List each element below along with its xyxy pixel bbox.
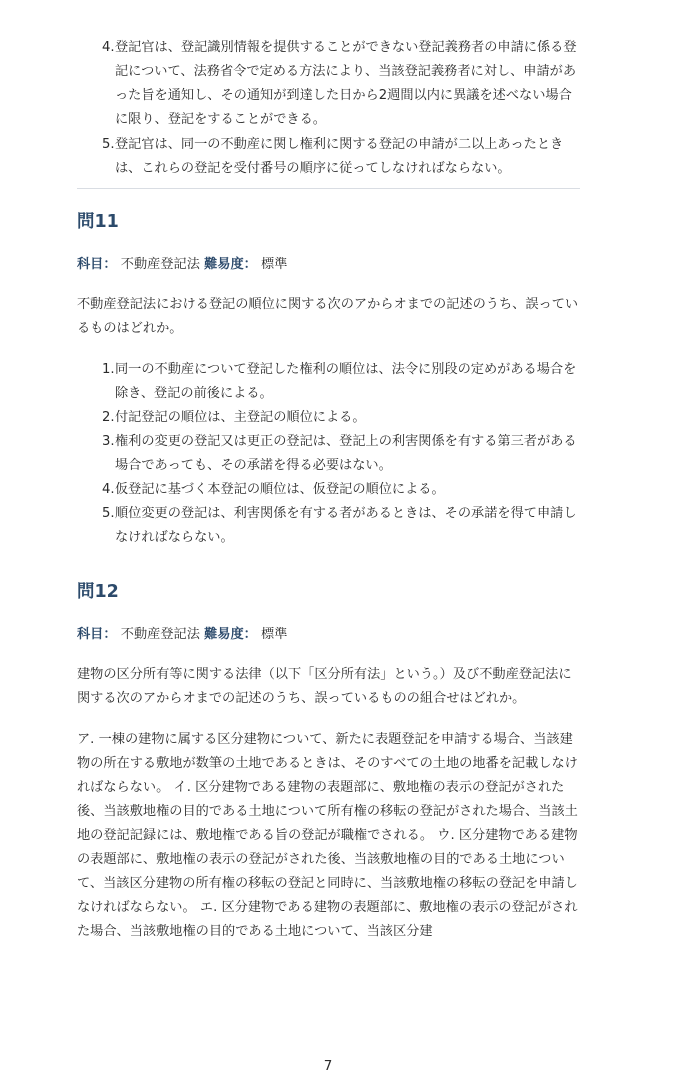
question-stem: 不動産登記法における登記の順位に関する次のアからオまでの記述のうち、誤っているものはどれか。 xyxy=(77,297,579,336)
option-text: 同一の不動産について登記した権利の順位は、法令に別段の定めがある場合を除き、登記の前後による。 xyxy=(115,362,577,401)
option-text: 仮登記に基づく本登記の順位は、仮登記の順位による。 xyxy=(115,482,445,497)
difficulty-label: 難易度： xyxy=(204,257,257,272)
page-content xyxy=(77,36,580,944)
option-item xyxy=(77,133,580,181)
option-text: 権利の変更の登記又は更正の登記は、登記上の利害関係を有する第三者がある場合であっても、その承諾を得る必要はない。 xyxy=(115,434,577,473)
option-text: 登記官は、登記識別情報を提供することができない登記義務者の申請に係る登記について、法務省令で定める方法により、当該登記義務者に対し、申請があった旨を通知し、その通知が到達した日から2週間以内に異議を述べない場合に限り、登記をすることができる。 xyxy=(115,40,577,127)
question-options xyxy=(77,358,580,550)
question-title: 問12 xyxy=(77,582,119,602)
option-number: 1. xyxy=(102,362,115,377)
option-number: 5. xyxy=(102,137,115,152)
option-item xyxy=(77,430,580,478)
subject-label: 科目： xyxy=(77,257,117,272)
option-item xyxy=(77,36,580,133)
prev-question-options xyxy=(77,36,580,181)
difficulty-value: 標準 xyxy=(261,257,288,272)
option-item xyxy=(77,478,580,502)
subject-label: 科目： xyxy=(77,627,117,642)
section-divider xyxy=(77,188,580,189)
page-number: 7 xyxy=(323,1058,333,1074)
option-item xyxy=(77,406,580,430)
question-meta xyxy=(77,255,580,275)
question-body: ア. 一棟の建物に属する区分建物について、新たに表題登記を申請する場合、当該建物の所在する敷地が数筆の土地であるときは、そのすべての土地の地番を記載しなければならない。 イ. 区分建物である建物の表題部に、敷地権の表示の登記がされた後、当該敷地権の目的である土地について所有権の移転の登記がされた場合、当該土地の登記記録には、敷地権である旨の登記が職権でされる。 ウ. 区分建物である建物の表題部に、敷地権の表示の登記がされた後、当該敷地権の目的である土地について、当該区分建物の所有権の移転の登記と同時に、当該敷地権の移転の登記を申請しなければならない。 エ. 区分建物である建物の表題部に、敷地権の表示の登記がされた場合、当該敷地権の目的である土地について、当該区分建 xyxy=(77,732,578,939)
subject-value: 不動産登記法 xyxy=(120,627,200,642)
difficulty-label: 難易度： xyxy=(204,627,257,642)
question-meta xyxy=(77,625,580,645)
question-stem: 建物の区分所有等に関する法律（以下「区分所有法」という。）及び不動産登記法に関する次のアからオまでの記述のうち、誤っているものの組合せはどれか。 xyxy=(77,667,572,706)
option-text: 順位変更の登記は、利害関係を有する者があるときは、その承諾を得て申請しなければならない。 xyxy=(115,506,577,545)
option-number: 2. xyxy=(102,410,115,425)
option-number: 4. xyxy=(102,40,115,55)
option-item xyxy=(77,502,580,550)
option-number: 4. xyxy=(102,482,115,497)
difficulty-value: 標準 xyxy=(261,627,288,642)
option-number: 5. xyxy=(102,506,115,521)
option-number: 3. xyxy=(102,434,115,449)
option-item xyxy=(77,358,580,406)
question-title: 問11 xyxy=(77,212,119,232)
option-text: 付記登記の順位は、主登記の順位による。 xyxy=(115,410,366,425)
subject-value: 不動産登記法 xyxy=(120,257,200,272)
option-text: 登記官は、同一の不動産に関し権利に関する登記の申請が二以上あったときは、これらの登記を受付番号の順序に従ってしなければならない。 xyxy=(115,137,564,176)
